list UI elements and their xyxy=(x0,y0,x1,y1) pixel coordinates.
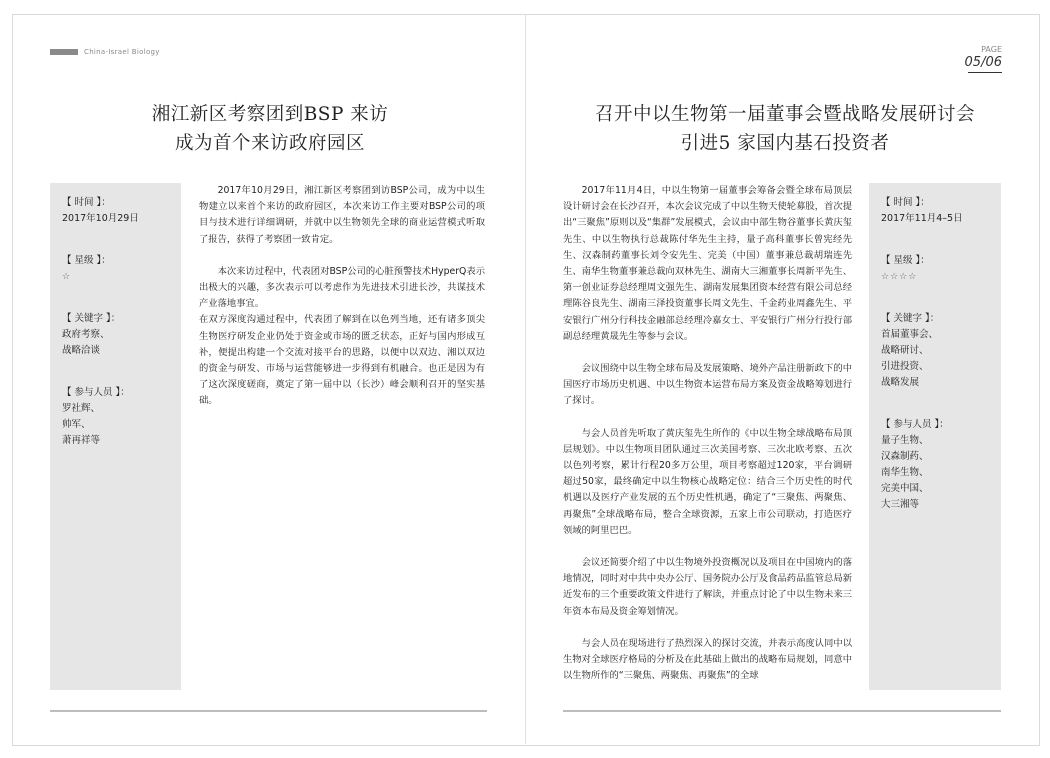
left-article-title xyxy=(130,100,410,158)
participant-item: 罗社辉、 xyxy=(62,403,101,414)
participant-item: 萧再祥等 xyxy=(62,435,101,446)
keywords-block xyxy=(62,311,169,359)
participant-item: 完美中国、 xyxy=(881,483,929,494)
time-block xyxy=(881,195,989,227)
brand-text: China-Israel Biology xyxy=(84,48,160,56)
paragraph: 与会人员在现场进行了热烈深入的探讨交流，并表示高度认同中以生物对全球医疗格局的分析及在此基础上做出的战略布局规划，同意中以生物所作的“三聚焦、两聚焦、再聚焦”的全球 xyxy=(563,637,852,682)
participant-item: 汉森制药、 xyxy=(881,451,929,462)
time-value: 2017年11月4–5日 xyxy=(881,213,963,224)
participants-block xyxy=(881,417,989,513)
keyword-item: 政府考察、 xyxy=(62,329,110,340)
keywords-block xyxy=(881,311,989,391)
participants-block xyxy=(62,385,169,449)
participant-item: 量子生物、 xyxy=(881,435,929,446)
participant-item: 大三湘等 xyxy=(881,499,920,510)
keyword-item: 引进投资、 xyxy=(881,361,929,372)
left-article-body xyxy=(199,183,485,426)
participant-item: 帅军、 xyxy=(62,419,91,430)
star-rating: ☆ xyxy=(62,272,72,282)
left-footer-rule xyxy=(50,710,487,712)
time-value: 2017年10月29日 xyxy=(62,213,139,224)
paragraph: 2017年10月29日，湘江新区考察团到访BSP公司，成为中以生物建立以来首个来访的政府园区，本次来访工作主要对BSP公司的项目与技术进行详细调研，并就中以生物领先全球的商业运营模式听取了报告，获得了考察团一致肯定。 xyxy=(199,185,485,245)
level-block xyxy=(881,253,989,285)
right-footer-rule xyxy=(563,710,1001,712)
right-title-line-2: 引进5 家国内基石投资者 xyxy=(680,133,890,154)
right-title-line-1: 召开中以生物第一届董事会暨战略发展研讨会 xyxy=(594,104,975,125)
paragraph: 与会人员首先听取了黄庆玺先生所作的《中以生物全球战略布局顶层规划》。中以生物项目团队通过三次美国考察、三次北欧考察、五次以色列考察，累计行程20多万公里，项目考察超过120家，平台调研超过50家，最终确定中以生物核心战略定位：结合三个历史性的时代机遇以及医疗产业发展的五个历史性机遇，确定了“三聚焦、两聚焦、再聚焦”全球战略布局，整合全球资源，五家上市公司联动，打造医疗领域的阿里巴巴。 xyxy=(563,427,852,536)
left-title-line-2: 成为首个来访政府园区 xyxy=(174,133,365,154)
time-label: 【 时间 】： xyxy=(62,197,111,208)
time-block xyxy=(62,195,169,227)
participants-label: 【 参与人员 】： xyxy=(881,419,949,430)
level-block xyxy=(62,253,169,285)
level-label: 【 星级 】： xyxy=(62,255,111,266)
brand-bar xyxy=(50,49,78,55)
right-article-body xyxy=(563,183,852,700)
left-info-sidebar xyxy=(50,183,181,690)
left-title-line-1: 湘江新区考察团到BSP 来访 xyxy=(151,104,389,125)
keywords-label: 【 关键字 】： xyxy=(62,313,121,324)
page-label: PAGE xyxy=(981,45,1002,54)
star-rating: ☆☆☆☆ xyxy=(881,272,918,282)
keyword-item: 战略发展 xyxy=(881,377,920,388)
time-label: 【 时间 】： xyxy=(881,197,930,208)
paragraph: 2017年11月4日，中以生物第一届董事会筹备会暨全球布局顶层设计研讨会在长沙召开，本次会议完成了中以生物天使轮募股，首次提出“三聚焦”原则以及“集群”发展模式，会议由中部生物谷董事长黄庆玺先生、中以生物执行总裁陈付华先生主持，量子高科董事长曾宪经先生、汉森制药董事长刘令安先生、完美（中国）董事兼总裁胡瑞连先生、南华生物董事兼总裁向双林先生、湖南大三湘董事长周新平先生、第一创业证券总经理周文强先生、湖南发展集团资本经营有限公司总经理陈谷良先生、湖南三泽投资董事长周文先生、千金药业周鑫先生、平安银行广州分行科技金融部总经理冷嘉女士、平安银行广州分行投行部副总经理黄晟先生等参与会议。 xyxy=(563,185,852,342)
paragraph: 本次来访过程中，代表团对BSP公司的心脏预警技术HyperQ表示出极大的兴趣，多次表示可以考虑作为先进技术引进长沙，共谋技术产业落地事宜。 xyxy=(199,265,485,310)
paragraph: 在双方深度沟通过程中，代表团了解到在以色列当地，还有诸多顶尖生物医疗研发企业仍处于资金或市场的匮乏状态，正好与国内形成互补，便提出构建一个交流对接平台的思路，以便中以双边、湘以双边的资金与研发、市场与运营能够进一步得到有机融合。也正是因为有了这次深度磋商，奠定了第一届中以（长沙）峰会顺利召开的坚实基础。 xyxy=(199,314,485,407)
keyword-item: 战略研讨、 xyxy=(881,345,929,356)
right-article-title xyxy=(585,100,985,158)
participant-item: 南华生物、 xyxy=(881,467,929,478)
page-fold xyxy=(525,14,526,744)
keyword-item: 首届董事会、 xyxy=(881,329,939,340)
brand-header xyxy=(50,47,160,57)
paragraph: 会议围绕中以生物全球布局及发展策略、境外产品注册新政下的中国医疗市场历史机遇、中以生物资本运营布局方案及资金战略筹划进行了探讨。 xyxy=(563,363,852,407)
right-info-sidebar xyxy=(869,183,1001,690)
page-number-underline xyxy=(968,72,1002,73)
page-number: 05/06 xyxy=(964,55,1002,70)
keyword-item: 战略洽谈 xyxy=(62,345,101,356)
level-label: 【 星级 】： xyxy=(881,255,930,266)
participants-label: 【 参与人员 】： xyxy=(62,387,130,398)
paragraph: 会议还简要介绍了中以生物境外投资概况以及项目在中国境内的落地情况，同时对中共中央办公厅、国务院办公厅及食品药品监管总局新近发布的三个重要政策文件进行了解读，并重点讨论了中以生物未来三年资本布局及资金筹划情况。 xyxy=(563,557,852,617)
keywords-label: 【 关键字 】： xyxy=(881,313,940,324)
